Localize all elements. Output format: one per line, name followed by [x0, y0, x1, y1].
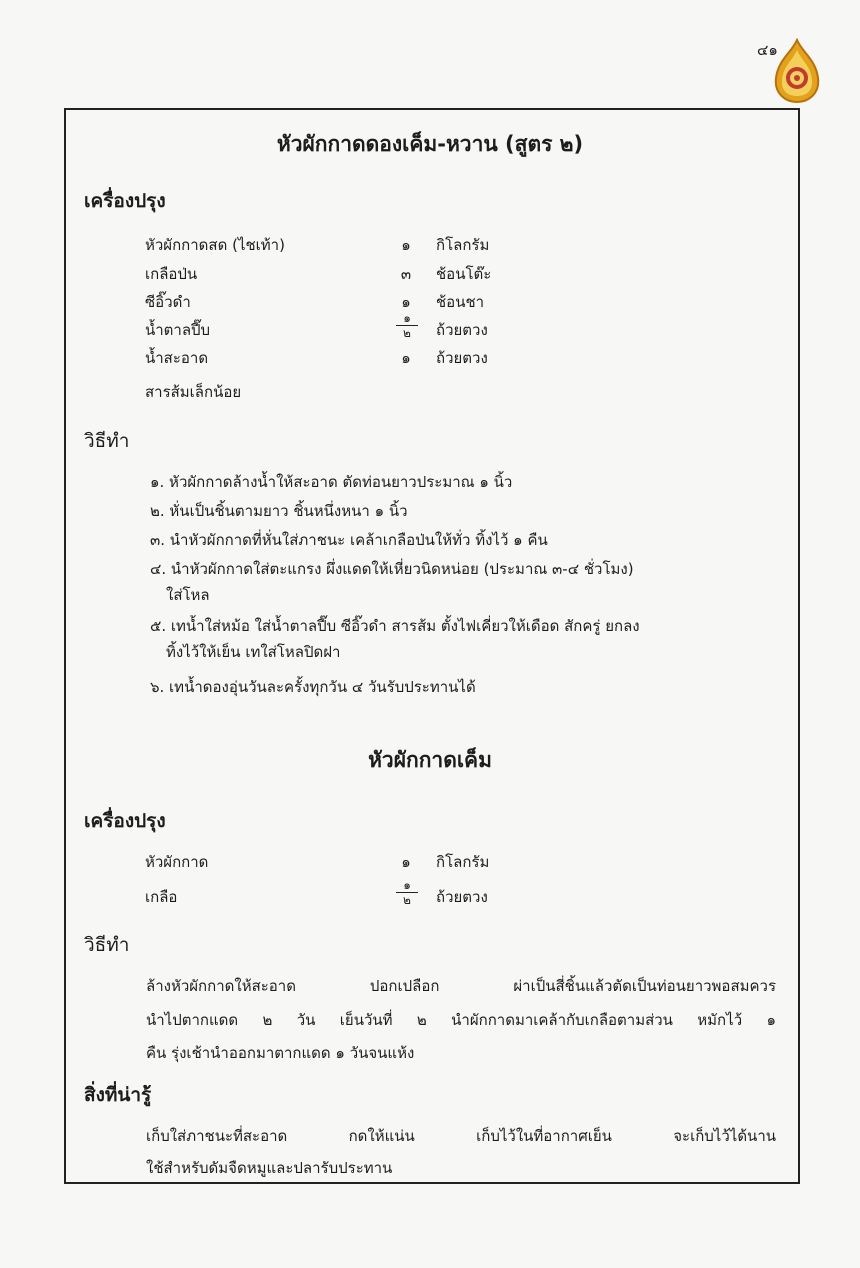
ingredient-unit: ถ้วยตวง [436, 321, 488, 339]
ingredient-name: น้ำตาลปี๊บ [145, 321, 211, 339]
ingredient-name: หัวผักกาด [145, 853, 209, 871]
step-item: ๒. หั่นเป็นชิ้นตามยาว ชิ้นหนึ่งหนา ๑ นิ้ว [150, 502, 408, 520]
ingredient-name: น้ำสะอาด [145, 349, 209, 367]
ingredient-qty-fraction [396, 879, 418, 906]
notes-heading: สิ่งที่น่ารู้ [84, 1084, 152, 1106]
step-item: ๖. เทน้ำดองอุ่นวันละครั้งทุกวัน ๔ วันรับประทานได้ [150, 678, 476, 696]
page-number: ๔๑ [757, 41, 778, 59]
ingredient-qty-fraction [396, 312, 418, 339]
ingredient-qty: ๑ [401, 236, 411, 254]
recipe1-method-heading: วิธีทำ [84, 430, 130, 452]
method-line: ล้างหัวผักกาดให้สะอาด ปอกเปลือก ผ่าเป็นสี่ชิ้นแล้วตัดเป็นท่อนยาวพอสมควร [146, 977, 776, 995]
note-line: เก็บใส่ภาชนะที่สะอาด กดให้แน่น เก็บไว้ในที่อากาศเย็น จะเก็บไว้ได้นาน [146, 1127, 776, 1145]
recipe2-ingredients-heading: เครื่องปรุง [84, 810, 166, 832]
ingredient-name: ซีอิ๊วดำ [145, 293, 191, 311]
ingredient-unit: ถ้วยตวง [436, 349, 488, 367]
step-item: ๔. นำหัวผักกาดใส่ตะแกรง ผึ่งแดดให้เหี่ยวนิดหน่อย (ประมาณ ๓-๔ ชั่วโมง) [150, 560, 634, 578]
step-item: ๑. หัวผักกาดล้างน้ำให้สะอาด ตัดท่อนยาวประมาณ ๑ นิ้ว [150, 473, 513, 491]
ingredient-qty: ๓ [400, 265, 412, 283]
step-item-continuation: ทิ้งไว้ให้เย็น เทใส่โหลปิดฝา [166, 643, 341, 661]
ingredient-unit: ถ้วยตวง [436, 888, 488, 906]
ingredient-qty: ๑ [401, 293, 411, 311]
ingredient-name: สารส้มเล็กน้อย [145, 383, 242, 401]
step-item-continuation: ใส่โหล [166, 586, 210, 604]
recipe2-method-heading: วิธีทำ [84, 934, 130, 956]
ingredient-name: เกลือป่น [145, 265, 198, 283]
royal-emblem-icon [772, 38, 822, 104]
ingredient-unit: ช้อนชา [436, 293, 485, 311]
ingredient-unit: กิโลกรัม [436, 853, 490, 871]
step-item: ๕. เทน้ำใส่หม้อ ใส่น้ำตาลปี๊บ ซีอิ๊วดำ สารส้ม ตั้งไฟเคี่ยวให้เดือด สักครู่ ยกลง [150, 617, 640, 635]
note-line: ใช้สำหรับดัมจืดหมูและปลารับประทาน [146, 1159, 393, 1177]
step-item: ๓. นำหัวผักกาดที่หั่นใส่ภาชนะ เคล้าเกลือป่นให้ทั่ว ทิ้งไว้ ๑ คืน [150, 531, 548, 549]
method-line: นำไปตากแดด ๒ วัน เย็นวันที่ ๒ นำผักกาดมาเคล้ากับเกลือตามส่วน หมักไว้ ๑ [146, 1011, 776, 1029]
fraction-numerator: ๑ [396, 879, 418, 893]
ingredient-unit: ช้อนโต๊ะ [436, 265, 492, 283]
ingredient-qty: ๑ [401, 853, 411, 871]
fraction-numerator: ๑ [396, 312, 418, 326]
ingredient-unit: กิโลกรัม [436, 236, 490, 254]
ingredient-qty: ๑ [401, 349, 411, 367]
method-line: คืน รุ่งเช้านำออกมาตากแดด ๑ วันจนแห้ง [146, 1044, 415, 1062]
fraction-denominator: ๒ [403, 893, 411, 907]
fraction-denominator: ๒ [403, 326, 411, 340]
ingredient-name: เกลือ [145, 888, 178, 906]
ingredient-name: หัวผักกาดสด (ไชเท้า) [145, 236, 285, 254]
recipe1-ingredients-heading: เครื่องปรุง [84, 190, 166, 212]
recipe1-title: หัวผักกาดดองเค็ม-หวาน (สูตร ๒) [276, 132, 584, 156]
recipe2-title: หัวผักกาดเค็ม [368, 748, 492, 772]
